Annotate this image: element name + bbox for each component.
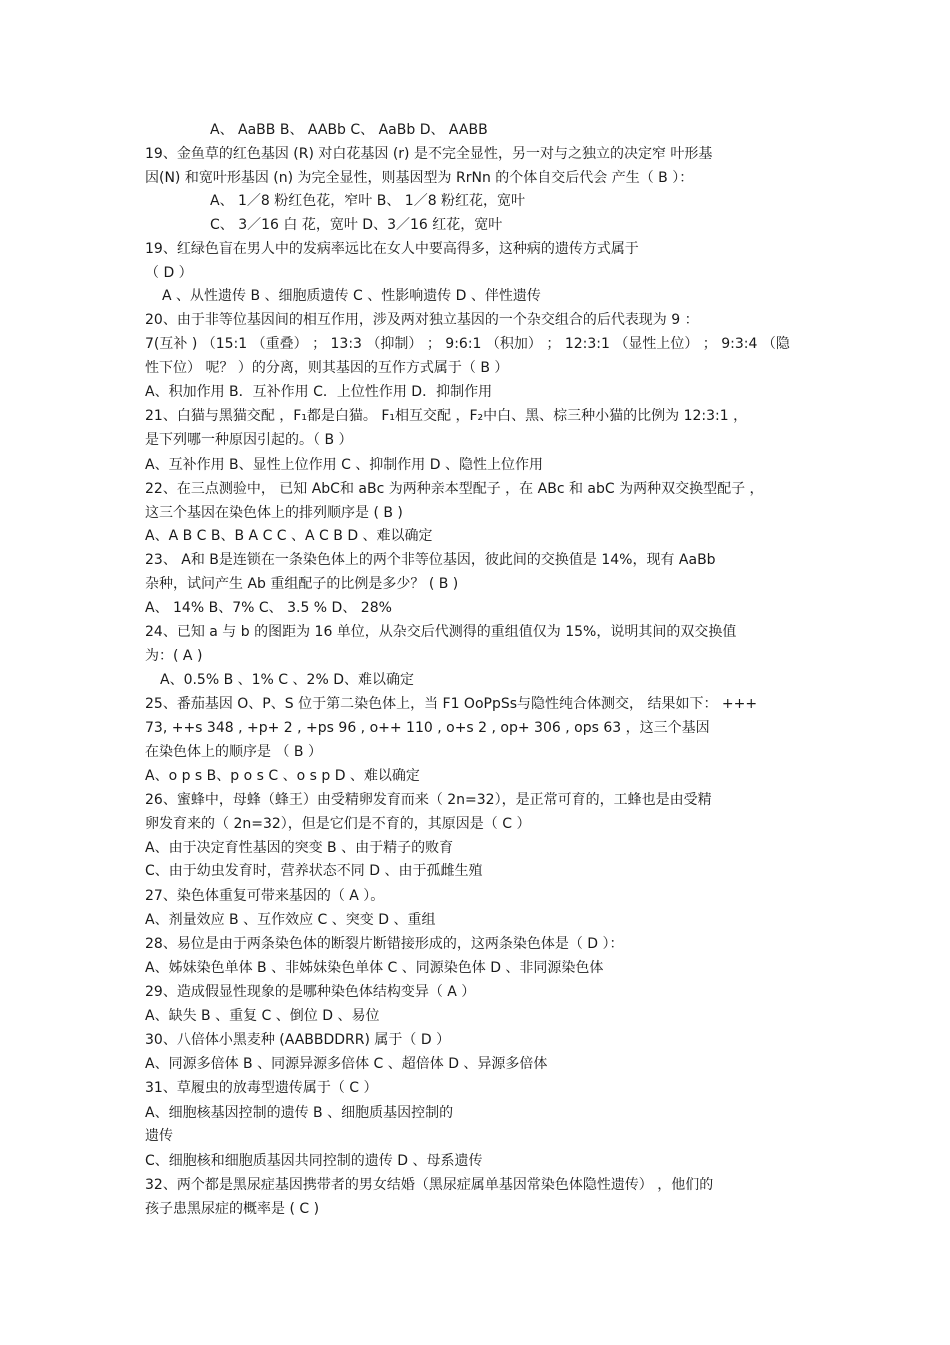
- text-line-43: 遗传: [145, 1128, 173, 1144]
- text-line-11: 性下位） 呢？ ）的分离，则其基因的互作方式属于（ B ）: [145, 360, 509, 376]
- text-line-18: A、A B C B、B A C C 、A C B D 、难以确定: [145, 528, 433, 544]
- text-line-30: 卵发育来的（ 2n=32），但是它们是不育的，其原因是（ C ）: [145, 816, 531, 832]
- text-line-8: A 、从性遗传 B 、细胞质遗传 C 、性影响遗传 D 、伴性遗传: [162, 288, 541, 304]
- text-line-10: 7(互补 ) （15:1 （重叠） ； 13:3 （抑制） ； 9:6:1 （积加） ； 12:3:1 （显性上位） ； 9:3:4 （隐: [145, 336, 790, 352]
- text-line-28: A、o p s B、p o s C 、o s p D 、难以确定: [145, 768, 420, 784]
- text-line-13: 21、白猫与黑猫交配 ，F₁都是白猫。 F₁相互交配 ，F₂中白、黑、棕三种小猫的比例为 12:3:1 ，: [145, 408, 748, 424]
- text-line-36: A、姊妹染色单体 B 、非姊妹染色单体 C 、同源染色体 D 、非同源染色体: [145, 960, 604, 976]
- text-line-7: （ D ）: [145, 265, 193, 281]
- text-line-4: A、 1／8 粉红色花，窄叶 B、 1／8 粉红花，宽叶: [210, 193, 526, 209]
- text-line-35: 28、易位是由于两条染色体的断裂片断错接形成的，这两条染色体是（ D ）：: [145, 936, 624, 952]
- text-line-24: A、0.5% B 、1% C 、2% D、难以确定: [160, 672, 414, 688]
- text-line-31: A、由于决定育性基因的突变 B 、由于精子的败育: [145, 840, 454, 856]
- text-line-39: 30、八倍体小黑麦种 (AABBDDRR) 属于（ D ）: [145, 1032, 451, 1048]
- text-line-21: A、 14% B、7% C、 3.5 % D、 28%: [145, 600, 392, 616]
- text-line-32: C、由于幼虫发育时，营养状态不同 D 、由于孤雌生殖: [145, 863, 483, 879]
- text-line-19: 23、 A和 B是连锁在一条染色体上的两个非等位基因，彼此间的交换值是 14%，现有 AaBb: [145, 552, 716, 568]
- text-line-37: 29、造成假显性现象的是哪种染色体结构变异（ A ）: [145, 984, 476, 1000]
- text-line-40: A、同源多倍体 B 、同源异源多倍体 C 、超倍体 D 、异源多倍体: [145, 1056, 548, 1072]
- text-line-16: 22、在三点测验中， 已知 AbC和 aBc 为两种亲本型配子 ，在 ABc 和 abC 为两种双交换型配子 ，: [145, 481, 764, 497]
- text-line-38: A、缺失 B 、重复 C 、倒位 D 、易位: [145, 1008, 380, 1024]
- text-line-9: 20、由于非等位基因间的相互作用，涉及两对独立基因的一个杂交组合的后代表现为 9 ：: [145, 312, 699, 328]
- text-line-1: A、 AaBB B、 AABb C、 AaBb D、 AABB: [210, 122, 488, 138]
- text-line-23: 为：( A ): [145, 648, 203, 664]
- text-line-25: 25、番茄基因 O、P、S 位于第二染色体上，当 F1 OoPpSs与隐性纯合体测交， 结果如下： +++: [145, 696, 758, 712]
- text-line-44: C、细胞核和细胞质基因共同控制的遗传 D 、母系遗传: [145, 1153, 483, 1169]
- text-line-3: 因(N) 和宽叶形基因 (n) 为完全显性，则基因型为 RrNn 的个体自交后代会 产生（ B ）：: [145, 170, 694, 186]
- text-line-41: 31、草履虫的放毒型遗传属于（ C ）: [145, 1080, 378, 1096]
- text-line-42: A、细胞核基因控制的遗传 B 、细胞质基因控制的: [145, 1105, 454, 1121]
- text-line-2: 19、金鱼草的红色基因 (R) 对白花基因 (r) 是不完全显性，另一对与之独立的决定窄 叶形基: [145, 146, 713, 162]
- text-line-22: 24、已知 a 与 b 的图距为 16 单位，从杂交后代测得的重组值仅为 15%，说明其间的双交换值: [145, 624, 737, 640]
- text-line-20: 杂种，试问产生 Ab 重组配子的比例是多少？ ( B ): [145, 576, 459, 592]
- text-line-15: A、互补作用 B、显性上位作用 C 、抑制作用 D 、隐性上位作用: [145, 457, 543, 473]
- text-line-5: C、 3／16 白 花，宽叶 D、3／16 红花，宽叶: [210, 217, 503, 233]
- text-line-17: 这三个基因在染色体上的排列顺序是 ( B ): [145, 505, 403, 521]
- text-line-6: 19、红绿色盲在男人中的发病率远比在女人中要高得多，这种病的遗传方式属于: [145, 241, 639, 257]
- text-line-45: 32、两个都是黑尿症基因携带者的男女结婚（黑尿症属单基因常染色体隐性遗传） ，他们的: [145, 1177, 714, 1193]
- text-line-12: A、积加作用 B．互补作用 C．上位性作用 D．抑制作用: [145, 384, 493, 400]
- text-line-46: 孩子患黑尿症的概率是 ( C ): [145, 1201, 320, 1217]
- text-line-29: 26、蜜蜂中，母蜂（蜂王）由受精卵发育而来（ 2n=32），是正常可育的，工蜂也是由受精: [145, 792, 712, 808]
- text-line-27: 在染色体上的顺序是 （ B ）: [145, 744, 322, 760]
- text-line-26: 73, ++s 348 , +p+ 2 , +ps 96 , o++ 110 , o+s 2 , op+ 306 , ops 63 ，这三个基因: [145, 720, 710, 736]
- text-line-14: 是下列哪一种原因引起的。（ B ）: [145, 432, 353, 448]
- text-line-34: A、剂量效应 B 、互作效应 C 、突变 D 、重组: [145, 912, 436, 928]
- text-line-33: 27、染色体重复可带来基因的（ A ）。: [145, 888, 385, 904]
